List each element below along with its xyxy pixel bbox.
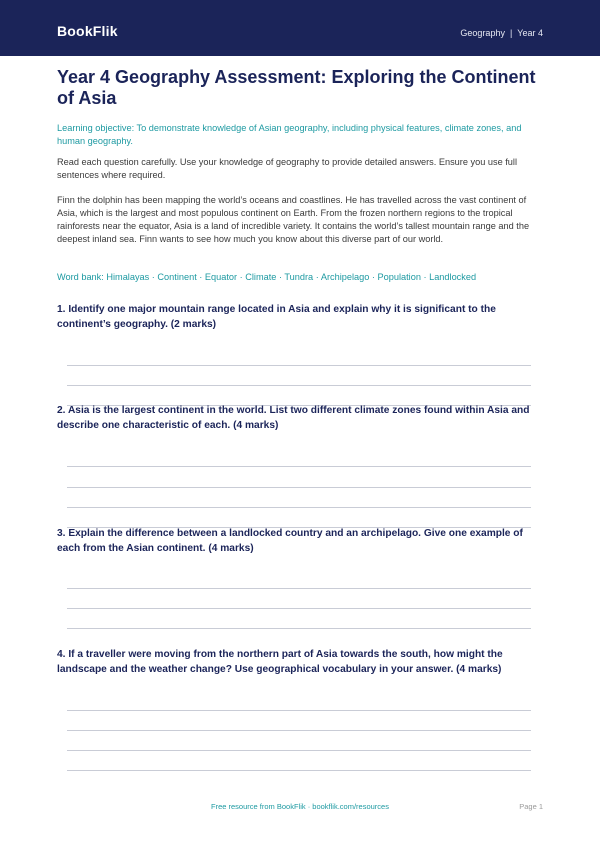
answer-line[interactable] — [67, 770, 531, 771]
intro-paragraph: Finn the dolphin has been mapping the world’s oceans and coastlines. He has travelled across the vast continent of Asia, which is the largest and most populous continent on Earth. From the frozen northern regions to the tropical rainforests near the equator, Asia is a land of incredible variety. It contains the world’s tallest mountain range and the deepest inland sea. Finn wants to see how much you know about this diverse part of our world. — [57, 195, 530, 244]
breadcrumb — [460, 28, 543, 38]
answer-line[interactable] — [67, 588, 531, 589]
footer-link[interactable]: Free resource from BookFlik · bookflik.com/resources — [211, 802, 389, 811]
page-title: Year 4 Geography Assessment: Exploring the Continent of Asia — [57, 67, 536, 108]
question-2: 2. Asia is the largest continent in the world. List two different climate zones found within Asia and describe one characteristic of each. (4 marks) — [57, 405, 530, 431]
question-4: 4. If a traveller were moving from the northern part of Asia towards the south, how might the landscape and the weather change? Use geographical vocabulary in your answer. (4 marks) — [57, 649, 503, 675]
answer-line[interactable] — [67, 730, 531, 731]
brand-logo[interactable]: BookFlik — [57, 23, 118, 39]
answer-line[interactable] — [67, 750, 531, 751]
answer-line[interactable] — [67, 365, 531, 366]
header-bar — [0, 0, 600, 56]
answer-line[interactable] — [67, 608, 531, 609]
answer-line[interactable] — [67, 507, 531, 508]
answer-line[interactable] — [67, 385, 531, 386]
question-3: 3. Explain the difference between a landlocked country and an archipelago. Give one example of each from the Asian continent. (4 marks) — [57, 528, 523, 554]
word-bank: Word bank: Himalayas · Continent · Equator · Climate · Tundra · Archipelago · Population · Landlocked — [57, 272, 477, 282]
instructions-text: Read each question carefully. Use your knowledge of geography to provide detailed answers. Ensure you use full sentences where required. — [57, 157, 517, 180]
breadcrumb-separator: | — [509, 28, 513, 38]
breadcrumb-subject: Geography — [460, 28, 505, 38]
learning-objective: Learning objective: To demonstrate knowledge of Asian geography, including physical features, climate zones, and human geography. — [57, 123, 522, 146]
answer-line[interactable] — [67, 466, 531, 467]
page-number: Page 1 — [519, 802, 543, 811]
question-1: 1. Identify one major mountain range located in Asia and explain why it is significant to the continent’s geography. (2 marks) — [57, 304, 496, 330]
answer-line[interactable] — [67, 628, 531, 629]
answer-line[interactable] — [67, 710, 531, 711]
breadcrumb-year: Year 4 — [517, 28, 543, 38]
answer-line[interactable] — [67, 487, 531, 488]
